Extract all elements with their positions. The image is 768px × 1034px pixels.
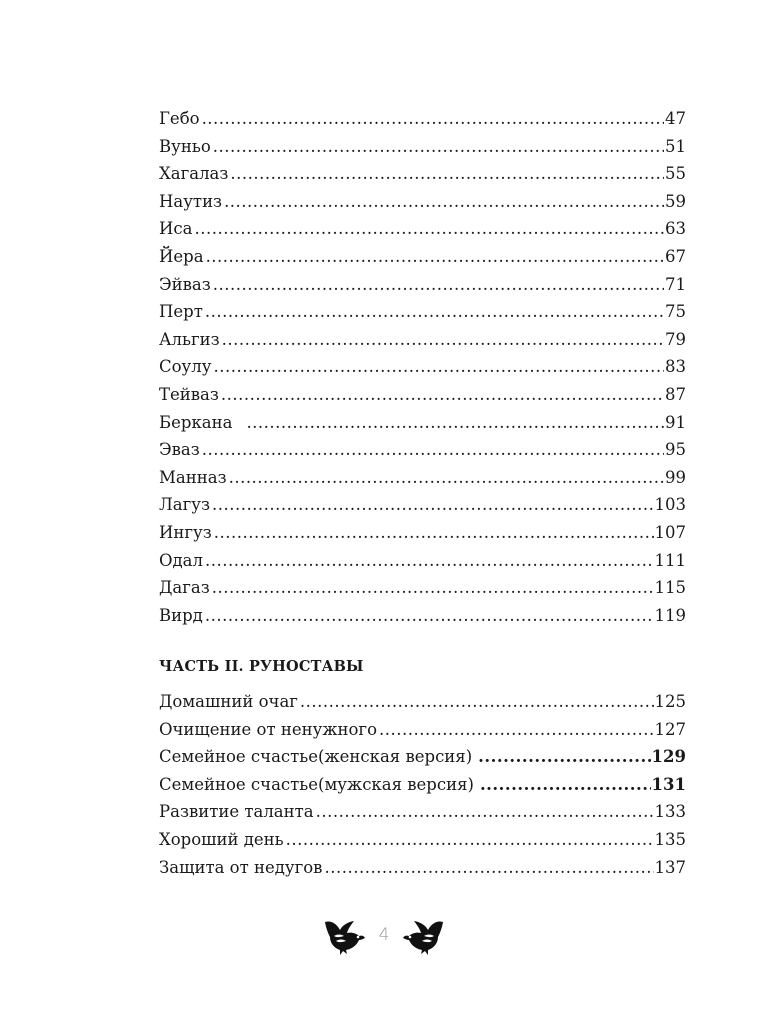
dot-leader	[246, 409, 664, 437]
toc-entry-title: Наутиз	[159, 191, 223, 211]
toc-entry-page: 127	[654, 719, 686, 739]
toc-entry[interactable]	[159, 771, 686, 799]
toc-entry-page: 47	[665, 109, 686, 128]
toc-entry[interactable]	[159, 409, 686, 437]
toc-entry[interactable]	[159, 298, 686, 326]
dot-leader	[316, 798, 654, 826]
toc-entry-title: Семейное счастье(мужская версия)	[159, 774, 474, 794]
dot-leader	[286, 826, 654, 854]
dot-leader	[212, 574, 654, 602]
toc-entry[interactable]	[159, 743, 686, 771]
toc-entry-title: Хороший день	[159, 829, 284, 849]
toc-entry[interactable]	[159, 133, 686, 161]
toc-entry[interactable]	[159, 188, 686, 216]
toc-entry-page: 55	[665, 164, 686, 184]
section-heading: ЧАСТЬ II. РУНОСТАВЫ	[159, 658, 364, 675]
toc-entry[interactable]	[159, 826, 686, 854]
toc-entry[interactable]	[159, 326, 686, 354]
toc-entry-title: Соулу	[159, 357, 212, 377]
toc-entry[interactable]	[159, 243, 686, 271]
toc-entry-page: 91	[665, 412, 686, 432]
toc-entry-page: 79	[665, 329, 686, 349]
toc-entry-page: 95	[665, 440, 686, 460]
toc-entry-title: Развитие таланта	[159, 802, 314, 822]
toc-entry-page: 137	[654, 857, 686, 877]
dot-leader	[214, 519, 654, 547]
toc-entry-title: Гебо	[159, 109, 200, 128]
toc-entry-title: Беркана	[159, 412, 233, 432]
toc-entry-title: Защита от недугов	[159, 857, 323, 877]
toc-entry[interactable]	[159, 436, 686, 464]
toc-entry-title: Альгиз	[159, 329, 220, 349]
toc-entry[interactable]	[159, 271, 686, 299]
toc-entry-title: Тейваз	[159, 384, 219, 404]
dot-leader	[324, 854, 653, 882]
dot-leader	[478, 743, 650, 771]
toc-entry-page: 75	[665, 302, 686, 322]
dot-leader	[480, 771, 651, 799]
toc-entry-title: Перт	[159, 302, 203, 322]
dot-leader	[202, 105, 664, 133]
toc-entry[interactable]	[159, 716, 686, 744]
toc-entry-page: 103	[654, 495, 686, 515]
toc-entry-title: Эйваз	[159, 274, 211, 294]
dot-leader	[379, 716, 653, 744]
toc-entry-page: 133	[654, 802, 686, 822]
toc-entry-title: Одал	[159, 550, 204, 570]
toc-entry-title: Домашний очаг	[159, 692, 298, 711]
page-number: 4	[378, 925, 390, 945]
toc-entry-page: 135	[654, 829, 686, 849]
dot-leader	[213, 271, 664, 299]
toc-entry[interactable]	[159, 519, 686, 547]
toc-entry-title: Вуньо	[159, 136, 211, 156]
toc-entry-title: Йера	[159, 246, 204, 266]
toc-entry[interactable]	[159, 464, 686, 492]
toc-entry[interactable]	[159, 160, 686, 188]
toc-entry[interactable]	[159, 574, 686, 602]
toc-entry-title: Ингуз	[159, 522, 212, 542]
toc-entry[interactable]	[159, 491, 686, 519]
dot-leader	[230, 160, 664, 188]
toc-list-part2	[159, 688, 686, 881]
toc-entry[interactable]	[159, 105, 686, 133]
toc-entry-page: 51	[665, 136, 686, 156]
toc-entry-page: 131	[651, 774, 686, 794]
toc-entry-page: 107	[654, 522, 686, 542]
dot-leader	[229, 464, 664, 492]
dot-leader	[205, 602, 654, 630]
toc-entry-title: Эваз	[159, 440, 200, 460]
dot-leader	[213, 353, 664, 381]
toc-entry-page: 99	[665, 467, 686, 487]
dot-leader	[300, 688, 654, 716]
toc-entry-title: Лагуз	[159, 495, 210, 515]
dot-leader	[212, 491, 654, 519]
toc-entry-page: 83	[665, 357, 686, 377]
toc-entry-page: 87	[665, 384, 686, 404]
dot-leader	[206, 243, 664, 271]
bird-ornament-icon	[401, 912, 447, 958]
toc-list-part1	[159, 105, 686, 629]
toc-entry-title: Иса	[159, 219, 193, 239]
toc-entry-title: Манназ	[159, 467, 227, 487]
toc-entry-page: 119	[654, 605, 686, 625]
toc-entry-page: 125	[654, 692, 686, 711]
toc-entry[interactable]	[159, 798, 686, 826]
toc-entry[interactable]	[159, 688, 686, 716]
toc-entry-page: 115	[654, 578, 686, 598]
dot-leader	[205, 547, 653, 575]
toc-entry-title: Дагаз	[159, 578, 210, 598]
toc-entry-page: 111	[654, 550, 686, 570]
dot-leader	[221, 381, 664, 409]
toc-entry[interactable]	[159, 547, 686, 575]
toc-entry[interactable]	[159, 215, 686, 243]
toc-entry-title: Очищение от ненужного	[159, 719, 378, 739]
toc-entry-title: Хагалаз	[159, 164, 229, 184]
bird-ornament-icon	[321, 912, 367, 958]
dot-leader	[222, 326, 664, 354]
toc-entry[interactable]	[159, 854, 686, 882]
dot-leader	[194, 215, 664, 243]
toc-entry[interactable]	[159, 381, 686, 409]
toc-entry-page: 129	[651, 747, 686, 767]
dot-leader	[213, 133, 664, 161]
dot-leader	[205, 298, 664, 326]
toc-entry[interactable]	[159, 353, 686, 381]
toc-entry-title: Вирд	[159, 605, 203, 625]
page-footer	[0, 910, 768, 960]
toc-entry-page: 67	[665, 246, 686, 266]
toc-entry-page: 59	[665, 191, 686, 211]
toc-entry-page: 63	[665, 219, 686, 239]
toc-entry[interactable]	[159, 602, 686, 630]
toc-entry-title: Семейное счастье(женская версия)	[159, 747, 473, 767]
dot-leader	[224, 188, 664, 216]
dot-leader	[202, 436, 664, 464]
toc-entry-page: 71	[665, 274, 686, 294]
